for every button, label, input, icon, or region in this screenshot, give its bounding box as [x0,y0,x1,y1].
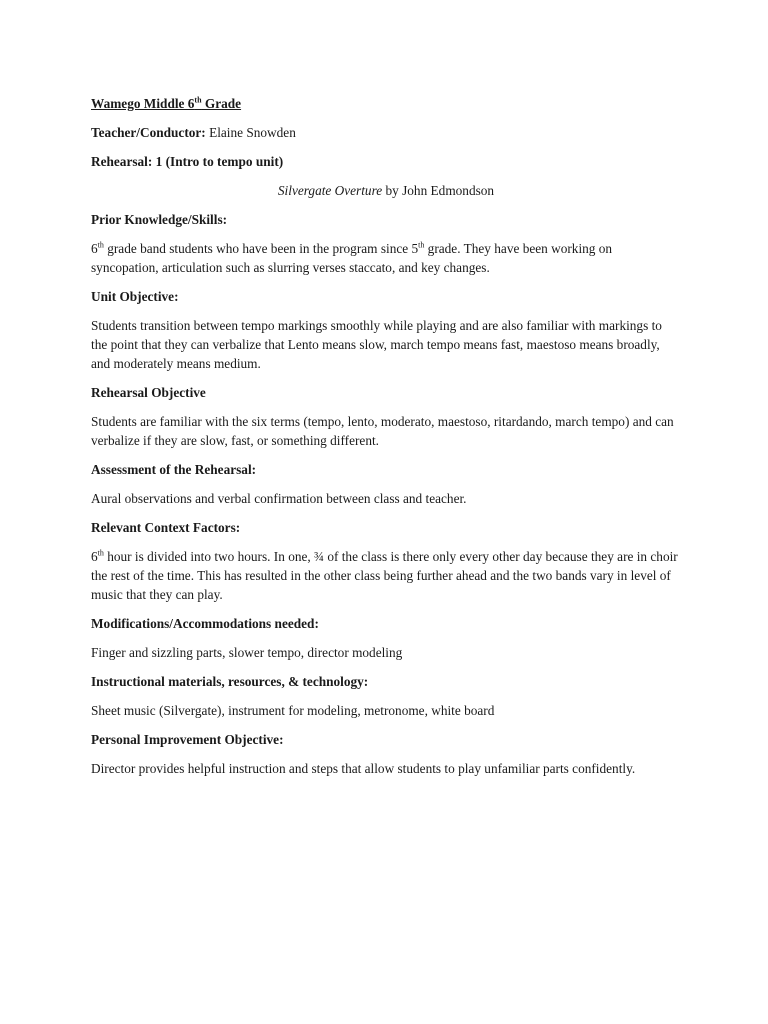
improvement-objective-body: Director provides helpful instruction and steps that allow students to play unfamiliar parts confidently. [91,761,636,776]
piece-line [91,181,681,200]
assessment-heading: Assessment of the Rehearsal: [91,462,257,477]
context-factors-body: 6th hour is divided into two hours. In one, ¾ of the class is there only every other day because they are in choir the rest of the time. This has resulted in the other class being further ahead and the two bands vary in level of music that they can play. [91,548,678,602]
prior-knowledge-body: 6th grade band students who have been in the program since 5th grade. They have been working on syncopation, articulation such as slurring verses staccato, and key changes. [91,240,613,275]
rehearsal-objective-heading: Rehearsal Objective [91,385,206,400]
context-factors-heading: Relevant Context Factors: [91,520,241,535]
piece-title: Silvergate Overture [277,183,383,198]
rehearsal-objective-body: Students are familiar with the six terms (tempo, lento, moderato, maestoso, ritardando, march tempo) and can verbalize if they are slow, fast, or something different. [91,414,674,448]
teacher-name: Elaine Snowden [205,125,296,140]
assessment-body: Aural observations and verbal confirmation between class and teacher. [91,491,467,506]
unit-objective-body: Students transition between tempo markings smoothly while playing and are also familiar with markings to the point that they can verbalize that Lento means slow, march tempo means fast, maestoso means broadly, and moderately means medium. [91,318,662,371]
document-title: Wamego Middle 6th Grade [91,95,242,111]
modifications-heading: Modifications/Accommodations needed: [91,616,319,631]
unit-objective-heading: Unit Objective: [91,289,179,304]
teacher-line [91,123,681,142]
lesson-plan-page [91,94,681,778]
rehearsal-number: Rehearsal: 1 (Intro to tempo unit) [91,154,284,169]
materials-heading: Instructional materials, resources, & technology: [91,674,369,689]
piece-composer: by John Edmondson [382,183,495,198]
materials-body: Sheet music (Silvergate), instrument for modeling, metronome, white board [91,703,495,718]
improvement-objective-heading: Personal Improvement Objective: [91,732,284,747]
teacher-label: Teacher/Conductor: [91,125,206,140]
modifications-body: Finger and sizzling parts, slower tempo, director modeling [91,645,403,660]
prior-knowledge-heading: Prior Knowledge/Skills: [91,212,228,227]
